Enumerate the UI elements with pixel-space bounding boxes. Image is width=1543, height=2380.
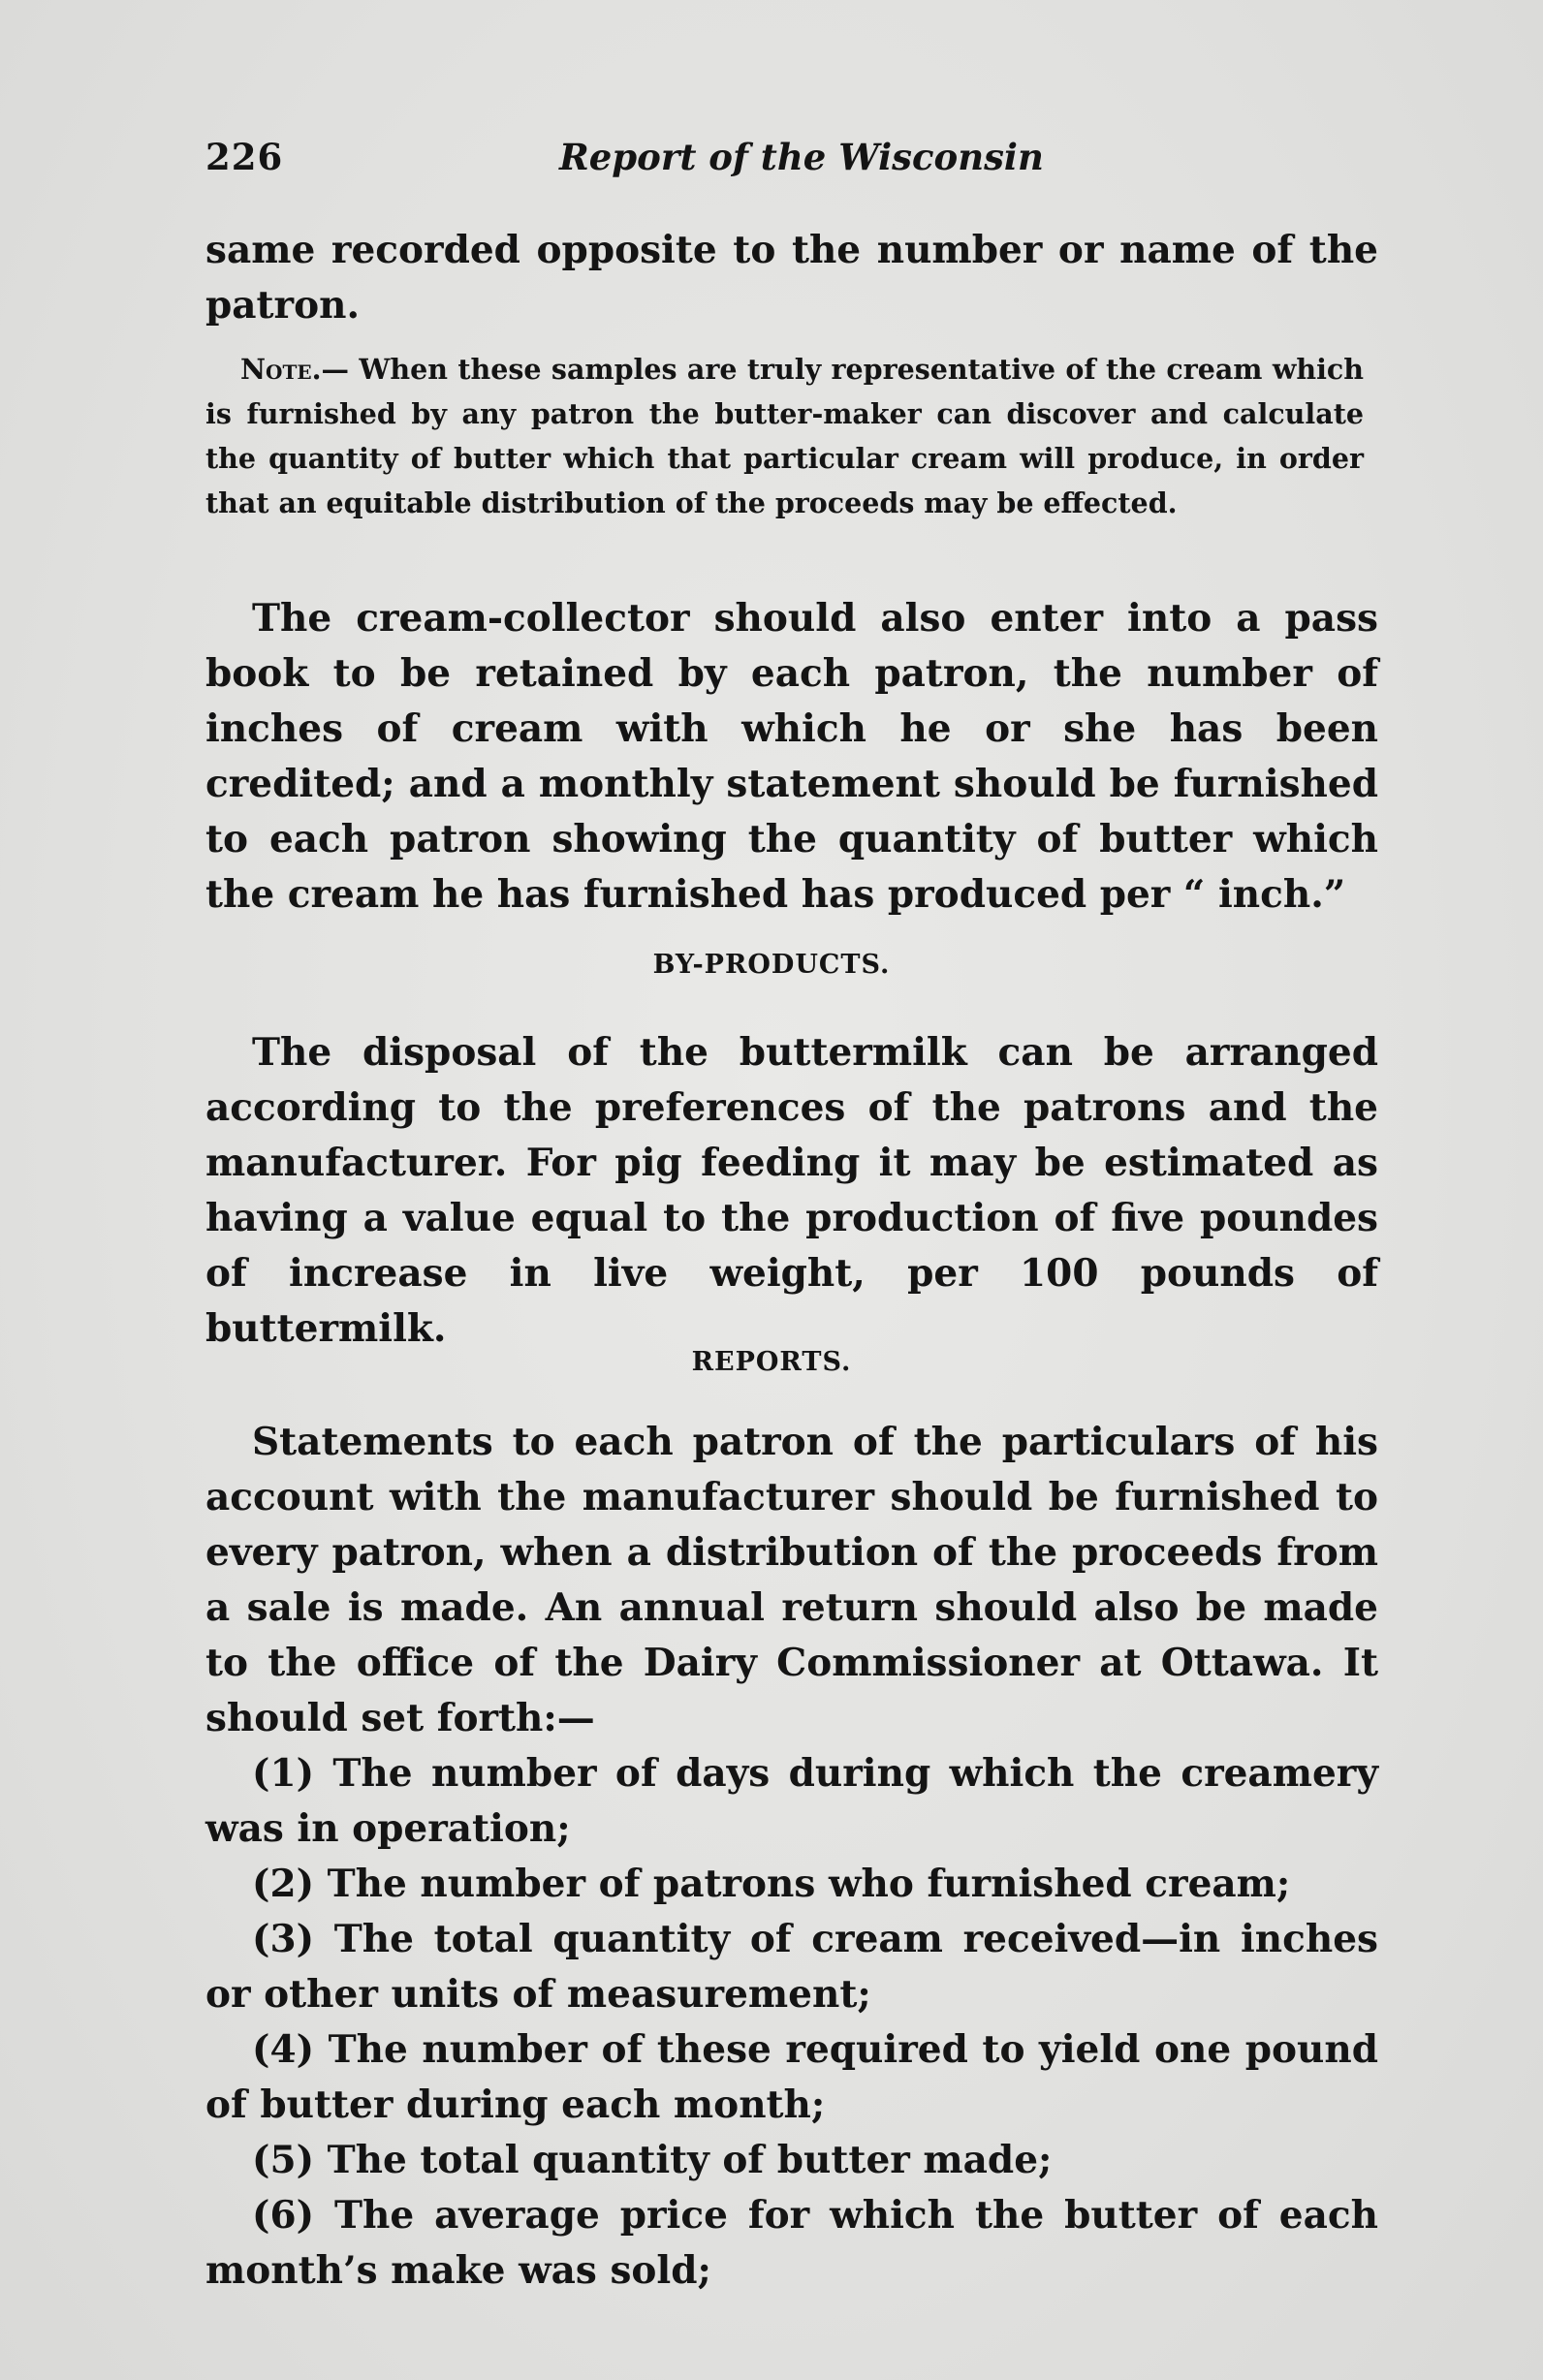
paragraph-text: The cream-collector should also enter into a pass book to be retained by each patron, the number of inches of cream with which he or she has been credited; and a monthly statement should be furnished to each patron showing the quantity of butter which the cream he has furnished has produced per “ inch.” [205,596,1378,917]
list-item: (1) The number of days during which the creamery was in operation; [205,1751,1378,1851]
paragraph-text: Statements to each patron of the particulars of his account with the manufacturer should be furnished to every patron, when a distribution of the proceeds from a sale is made. An annual return should also be made to the office of the Dairy Commissioner at Ottawa. It should set forth:— [205,1420,1378,1740]
paragraph-text: The disposal of the buttermilk can be arranged according to the preferences of the patrons and the manufacturer. For pig feeding it may be estimated as having a value equal to the production of five poundes of increase in live weight, per 100 pounds of buttermilk. [205,1030,1378,1351]
list-item: (3) The total quantity of cream received—in inches or other units of measurement; [205,1917,1378,2017]
note-text: — When these samples are truly representative of the cream which is furnished by any patron the butter-maker can discover and calculate the quantity of butter which that particular cream will produce, in order that an equitable distribution of the proceeds may be effected. [205,353,1364,519]
list-item: (2) The number of patrons who furnished cream; [252,1862,1291,1906]
continued-paragraph [205,223,1378,333]
collector-paragraph [205,591,1378,923]
paragraph-text: same recorded opposite to the number or name of the patron. [205,228,1378,328]
buttermilk-paragraph [205,1025,1378,1357]
report-items-list [205,1746,1378,2299]
note-label: Note. [240,353,322,386]
page-number: 226 [205,136,284,178]
running-head: Report of the Wisconsin [559,136,1044,178]
page-header [205,136,1378,194]
statements-paragraph [205,1415,1378,1746]
section-heading-reports: REPORTS. [691,1347,852,1377]
list-item: (5) The total quantity of butter made; [252,2138,1053,2182]
list-item: (6) The average price for which the butter of each month’s make was sold; [205,2193,1378,2293]
section-heading-byproducts: BY-PRODUCTS. [652,950,891,980]
note-block [205,347,1364,525]
list-item: (4) The number of these required to yield one pound of butter during each month; [205,2027,1378,2127]
